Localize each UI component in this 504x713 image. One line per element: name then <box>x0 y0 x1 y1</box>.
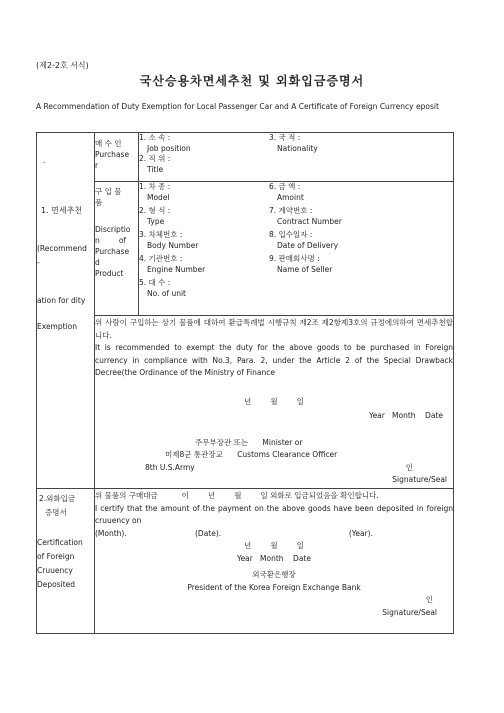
product-label-en-2: n of <box>95 236 127 246</box>
certificate-signature: Signature/Seal <box>382 607 437 617</box>
page-subtitle: A Recommendation of Duty Exemption for Local Passenger Car and A Certificate of Foreign Currency eposit <box>36 102 439 111</box>
recommendation-signature: Signature/Seal <box>392 475 447 485</box>
purchaser-label <box>95 133 139 182</box>
field-engine-number-en: Engine Number <box>147 264 206 274</box>
certificate-date[interactable]: (Date). <box>195 528 222 538</box>
field-units[interactable]: 5. 대 수 : <box>139 278 171 288</box>
certificate-month[interactable]: (Month). <box>95 528 127 538</box>
field-amount-en: Amoint <box>277 192 304 202</box>
field-type-en: Type <box>147 216 165 226</box>
field-contract-number[interactable]: 7. 계약번호 : <box>269 206 313 216</box>
recommendation-date-ko: 년 월 일 <box>244 396 304 406</box>
recommendation-seal[interactable]: 인 <box>405 462 413 472</box>
product-label <box>95 182 139 316</box>
recommendation-official-3: 8th U.S.Army <box>145 462 195 472</box>
recommendation-body <box>95 316 454 489</box>
product-label-ko-2: 품 <box>95 198 103 208</box>
purchaser-label-en-1: Purchase <box>95 150 130 159</box>
field-engine-number[interactable]: 4. 기관번호 : <box>139 254 183 264</box>
certificate-body <box>95 489 454 634</box>
section1-name-en-4: Exemption <box>37 322 77 331</box>
certificate-official-ko: 외국환은행장 <box>252 570 296 579</box>
recommendation-text-ko: 위 사람이 구입하는 상기 물품에 대하여 환급특례법 시행규칙 제2조 제2항제3호의 규정에의하여 면세추천합니다. <box>95 318 453 340</box>
section2-name-en-1: Certification <box>37 538 83 547</box>
product-label-ko-1: 구 입 물 <box>95 187 122 197</box>
certificate-text-en: I certify that the amount of the payment on the above goods have been deposited in foreign cruuency on <box>95 503 453 525</box>
certificate-date-ko: 년 월 일 <box>244 541 304 550</box>
product-label-en-5: Product <box>95 269 124 279</box>
section2-name-ko-1: 2.외화입금 <box>39 494 76 503</box>
section2-name-en-3: Cruuency <box>37 566 73 575</box>
section2-name-en-4: Deposited <box>37 580 76 589</box>
form-number: (제2-2호 서식) <box>36 61 89 70</box>
section1-dot: . <box>43 156 46 165</box>
certificate-text-ko: 위 물품의 구매대금 이 년 월 일 외화로 입금되었음을 확인합니다. <box>95 491 379 500</box>
purchaser-fields <box>139 133 454 182</box>
section2-label <box>37 489 95 634</box>
recommendation-date-en: Year Month Date <box>368 411 443 421</box>
certificate-year[interactable]: (Year). <box>348 528 373 538</box>
field-seller-name-en: Name of Seller <box>277 264 333 274</box>
section1-name-ko: 1. 면세추천 <box>41 206 83 215</box>
form-table <box>36 132 454 634</box>
field-amount[interactable]: 6. 금 액 : <box>269 182 301 192</box>
section2-name-en-2: of Foreign <box>37 552 75 561</box>
field-type[interactable]: 2. 형 식 : <box>139 206 171 216</box>
field-contract-number-en: Contract Number <box>277 216 342 226</box>
field-nationality-en: Nationality <box>277 143 318 153</box>
section1-label <box>37 133 95 489</box>
purchaser-label-en-2: r <box>95 161 99 170</box>
product-label-en-4: d <box>95 258 100 268</box>
recommendation-official-2: 미제8군 통관장교 Customs Clearance Officer <box>165 450 338 460</box>
field-title-en: Title <box>147 164 164 174</box>
certificate-official-en: President of the Korea Foreign Exchange Bank <box>187 582 361 592</box>
field-body-number-en: Body Number <box>147 240 199 250</box>
field-model-en: Model <box>147 192 170 202</box>
section1-name-en-3: ation for dity <box>37 296 86 305</box>
page-title: 국산승용차면세추천 및 외화입금증명서 <box>139 74 365 88</box>
field-affiliation[interactable]: 1. 소 속 : <box>139 133 171 142</box>
field-title[interactable]: 2. 직 위 : <box>139 154 171 163</box>
field-delivery-date-en: Date of Delivery <box>277 240 339 250</box>
section1-name-en-1: (Recommend <box>37 244 87 253</box>
recommendation-text-en: It is recommended to exempt the duty for the above goods to be purchased in Foreign currency in compliance with No.3, Para. 2, under the Article 2 of the Special Drawback Decree(the Ordinance of the Ministry of Finance <box>95 343 453 378</box>
purchaser-label-ko: 매 수 인 <box>95 139 122 148</box>
field-units-en: No. of unit <box>147 288 186 298</box>
field-delivery-date[interactable]: 8. 입수일자 : <box>269 230 313 240</box>
product-label-en-3: Purchase <box>95 247 130 257</box>
certificate-seal[interactable]: 인 <box>425 595 433 604</box>
product-fields <box>139 182 454 316</box>
product-label-en-1: Discriptio <box>95 225 131 235</box>
section1-name-en-2: - <box>37 258 40 267</box>
field-body-number[interactable]: 3. 차체번호 : <box>139 230 183 240</box>
recommendation-official-1: 주무부장관 또는 Minister or <box>195 437 303 447</box>
section2-name-ko-2: 증명서 <box>45 508 67 517</box>
field-affiliation-en: Job position <box>147 143 191 153</box>
field-seller-name[interactable]: 9. 판매회사명 : <box>269 254 320 264</box>
field-nationality[interactable]: 3. 국 적 : <box>269 133 301 142</box>
field-model[interactable]: 1. 차 종 : <box>139 182 171 192</box>
certificate-date-en: Year Month Date <box>236 553 311 563</box>
